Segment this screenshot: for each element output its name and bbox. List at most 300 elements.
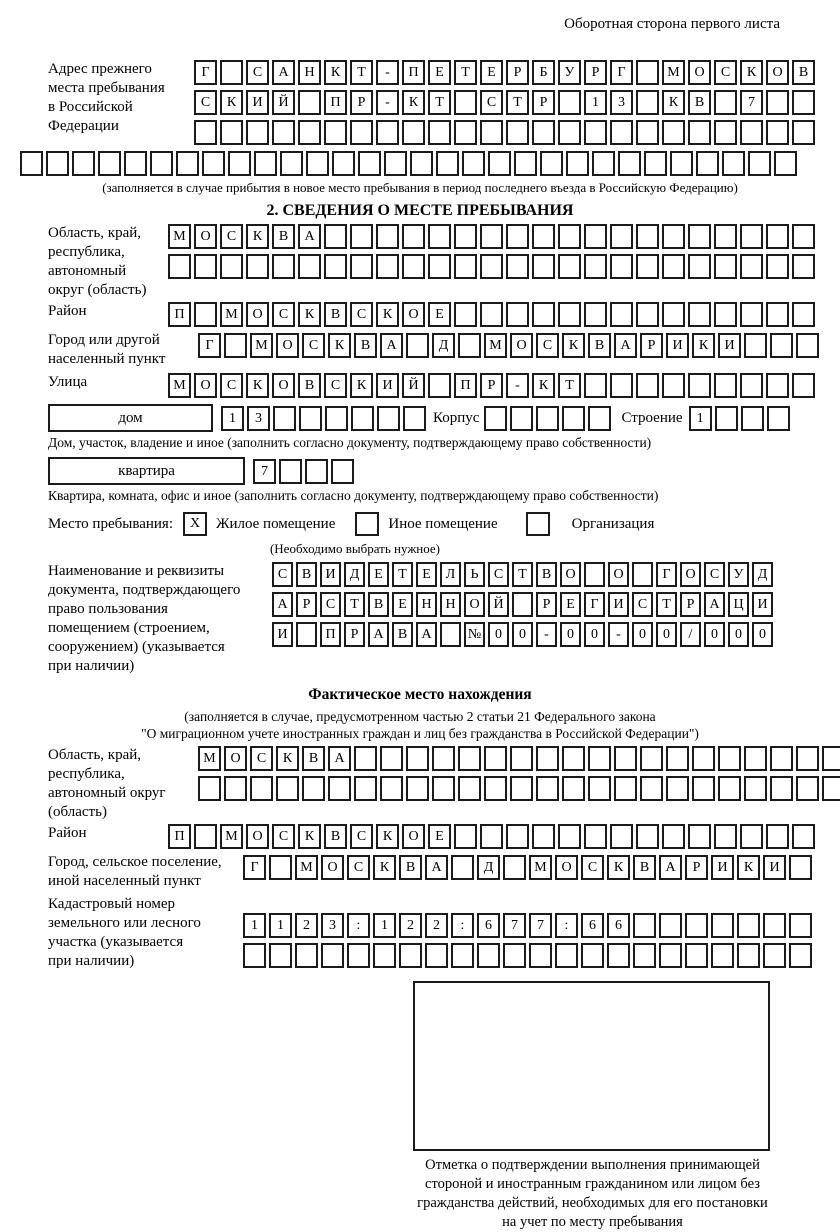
char-box[interactable] [555, 943, 578, 968]
char-box[interactable]: 3 [321, 913, 344, 938]
char-box[interactable] [692, 776, 715, 801]
char-box[interactable]: М [295, 855, 318, 880]
char-box[interactable] [748, 151, 771, 176]
char-box[interactable] [440, 622, 461, 647]
char-box[interactable] [770, 746, 793, 771]
char-box[interactable]: М [662, 60, 685, 85]
char-box[interactable] [298, 254, 321, 279]
char-box[interactable] [454, 824, 477, 849]
char-box[interactable] [610, 254, 633, 279]
char-box[interactable] [510, 406, 533, 431]
char-box[interactable]: : [347, 913, 370, 938]
checkbox-inoe[interactable] [355, 512, 379, 536]
char-box[interactable] [822, 746, 840, 771]
char-box[interactable] [454, 120, 477, 145]
char-box[interactable] [436, 151, 459, 176]
char-box[interactable]: И [711, 855, 734, 880]
char-box[interactable]: К [532, 373, 555, 398]
char-box[interactable] [584, 302, 607, 327]
char-box[interactable]: П [168, 824, 191, 849]
char-box[interactable] [636, 302, 659, 327]
char-box[interactable] [176, 151, 199, 176]
char-box[interactable]: В [588, 333, 611, 358]
char-box[interactable] [98, 151, 121, 176]
char-box[interactable]: С [320, 592, 341, 617]
char-box[interactable]: И [376, 373, 399, 398]
char-box[interactable]: С [272, 562, 293, 587]
char-box[interactable] [399, 943, 422, 968]
char-box[interactable]: В [354, 333, 377, 358]
char-box[interactable] [662, 373, 685, 398]
char-box[interactable] [558, 824, 581, 849]
char-box[interactable]: 2 [425, 913, 448, 938]
char-box[interactable] [610, 302, 633, 327]
char-box[interactable] [428, 254, 451, 279]
char-box[interactable] [789, 943, 812, 968]
char-box[interactable]: С [246, 60, 269, 85]
char-box[interactable] [488, 151, 511, 176]
char-box[interactable] [324, 224, 347, 249]
char-box[interactable]: И [666, 333, 689, 358]
char-box[interactable] [510, 776, 533, 801]
char-box[interactable] [532, 302, 555, 327]
char-box[interactable]: К [328, 333, 351, 358]
char-box[interactable] [477, 943, 500, 968]
char-box[interactable] [558, 224, 581, 249]
char-box[interactable] [269, 855, 292, 880]
char-box[interactable]: К [373, 855, 396, 880]
char-box[interactable] [380, 776, 403, 801]
char-box[interactable] [298, 90, 321, 115]
char-box[interactable] [614, 746, 637, 771]
char-box[interactable] [376, 254, 399, 279]
char-box[interactable] [740, 373, 763, 398]
char-box[interactable] [659, 943, 682, 968]
char-box[interactable]: 0 [704, 622, 725, 647]
char-box[interactable] [328, 776, 351, 801]
char-box[interactable] [666, 746, 689, 771]
char-box[interactable]: 1 [269, 913, 292, 938]
char-box[interactable]: Р [506, 60, 529, 85]
char-box[interactable] [480, 120, 503, 145]
char-box[interactable]: У [728, 562, 749, 587]
char-box[interactable]: К [350, 373, 373, 398]
char-box[interactable] [558, 90, 581, 115]
char-box[interactable] [454, 224, 477, 249]
char-box[interactable]: Р [584, 60, 607, 85]
char-box[interactable]: - [536, 622, 557, 647]
char-box[interactable]: О [464, 592, 485, 617]
char-box[interactable]: О [272, 373, 295, 398]
char-box[interactable] [273, 406, 296, 431]
char-box[interactable]: О [560, 562, 581, 587]
char-box[interactable] [269, 943, 292, 968]
char-box[interactable]: Т [350, 60, 373, 85]
char-box[interactable]: 1 [221, 406, 244, 431]
char-box[interactable]: А [659, 855, 682, 880]
char-box[interactable]: М [168, 224, 191, 249]
char-box[interactable]: 3 [610, 90, 633, 115]
char-box[interactable]: С [480, 90, 503, 115]
char-box[interactable] [380, 746, 403, 771]
char-box[interactable]: Г [610, 60, 633, 85]
char-box[interactable]: С [324, 373, 347, 398]
char-box[interactable]: О [194, 224, 217, 249]
char-box[interactable] [272, 120, 295, 145]
char-box[interactable] [432, 776, 455, 801]
char-box[interactable] [644, 151, 667, 176]
char-box[interactable]: С [194, 90, 217, 115]
char-box[interactable] [246, 254, 269, 279]
char-box[interactable]: К [662, 90, 685, 115]
char-box[interactable]: Д [432, 333, 455, 358]
char-box[interactable]: Г [584, 592, 605, 617]
char-box[interactable] [740, 302, 763, 327]
char-box[interactable]: 6 [581, 913, 604, 938]
char-box[interactable]: И [752, 592, 773, 617]
char-box[interactable] [692, 746, 715, 771]
char-box[interactable] [636, 224, 659, 249]
char-box[interactable] [168, 254, 191, 279]
char-box[interactable] [454, 302, 477, 327]
char-box[interactable]: Н [416, 592, 437, 617]
char-box[interactable]: К [737, 855, 760, 880]
char-box[interactable]: А [272, 60, 295, 85]
char-box[interactable] [770, 333, 793, 358]
char-box[interactable] [737, 943, 760, 968]
char-box[interactable] [632, 562, 653, 587]
char-box[interactable]: : [555, 913, 578, 938]
char-box[interactable] [796, 746, 819, 771]
char-box[interactable] [428, 120, 451, 145]
char-box[interactable]: С [704, 562, 725, 587]
char-box[interactable] [636, 90, 659, 115]
char-box[interactable] [636, 60, 659, 85]
char-box[interactable] [529, 943, 552, 968]
char-box[interactable] [484, 406, 507, 431]
char-box[interactable] [688, 224, 711, 249]
char-box[interactable] [562, 746, 585, 771]
char-box[interactable]: С [347, 855, 370, 880]
char-box[interactable] [506, 120, 529, 145]
char-box[interactable] [636, 824, 659, 849]
char-box[interactable] [763, 943, 786, 968]
char-box[interactable] [532, 254, 555, 279]
char-box[interactable]: М [220, 824, 243, 849]
char-box[interactable]: Г [198, 333, 221, 358]
char-box[interactable]: А [298, 224, 321, 249]
char-box[interactable] [688, 373, 711, 398]
char-box[interactable] [766, 120, 789, 145]
char-box[interactable]: Н [298, 60, 321, 85]
char-box[interactable]: О [402, 302, 425, 327]
char-box[interactable] [714, 824, 737, 849]
char-box[interactable] [662, 120, 685, 145]
char-box[interactable] [514, 151, 537, 176]
char-box[interactable] [458, 333, 481, 358]
char-box[interactable]: К [402, 90, 425, 115]
char-box[interactable] [194, 120, 217, 145]
char-box[interactable]: : [451, 913, 474, 938]
char-box[interactable] [715, 406, 738, 431]
char-box[interactable] [584, 254, 607, 279]
char-box[interactable]: К [376, 824, 399, 849]
char-box[interactable]: В [399, 855, 422, 880]
char-box[interactable] [305, 459, 328, 484]
char-box[interactable]: И [272, 622, 293, 647]
char-box[interactable]: В [688, 90, 711, 115]
char-box[interactable] [321, 943, 344, 968]
char-box[interactable] [306, 151, 329, 176]
char-box[interactable] [506, 824, 529, 849]
char-box[interactable]: Й [488, 592, 509, 617]
char-box[interactable] [276, 776, 299, 801]
char-box[interactable] [633, 913, 656, 938]
char-box[interactable] [46, 151, 69, 176]
char-box[interactable] [503, 855, 526, 880]
char-box[interactable]: Е [368, 562, 389, 587]
char-box[interactable] [454, 90, 477, 115]
char-box[interactable] [640, 776, 663, 801]
char-box[interactable] [428, 224, 451, 249]
char-box[interactable] [402, 254, 425, 279]
char-box[interactable] [228, 151, 251, 176]
char-box[interactable]: П [324, 90, 347, 115]
char-box[interactable]: Ь [464, 562, 485, 587]
char-box[interactable] [358, 151, 381, 176]
char-box[interactable] [377, 406, 400, 431]
char-box[interactable]: Е [560, 592, 581, 617]
char-box[interactable]: Н [440, 592, 461, 617]
char-box[interactable]: Р [296, 592, 317, 617]
char-box[interactable] [410, 151, 433, 176]
char-box[interactable]: 0 [656, 622, 677, 647]
char-box[interactable] [558, 302, 581, 327]
char-box[interactable]: 0 [488, 622, 509, 647]
char-box[interactable]: Т [454, 60, 477, 85]
char-box[interactable]: Д [344, 562, 365, 587]
char-box[interactable]: О [402, 824, 425, 849]
char-box[interactable]: 3 [247, 406, 270, 431]
char-box[interactable] [350, 254, 373, 279]
char-box[interactable] [220, 120, 243, 145]
char-box[interactable] [688, 254, 711, 279]
char-box[interactable]: Й [402, 373, 425, 398]
char-box[interactable]: Е [480, 60, 503, 85]
char-box[interactable] [558, 120, 581, 145]
char-box[interactable] [584, 824, 607, 849]
char-box[interactable] [194, 824, 217, 849]
char-box[interactable] [766, 373, 789, 398]
char-box[interactable] [688, 824, 711, 849]
char-box[interactable]: О [224, 746, 247, 771]
char-box[interactable] [774, 151, 797, 176]
char-box[interactable] [685, 943, 708, 968]
char-box[interactable] [376, 224, 399, 249]
char-box[interactable] [406, 746, 429, 771]
char-box[interactable] [506, 254, 529, 279]
char-box[interactable] [584, 562, 605, 587]
char-box[interactable]: В [324, 824, 347, 849]
char-box[interactable] [766, 90, 789, 115]
char-box[interactable]: А [704, 592, 725, 617]
char-box[interactable] [224, 776, 247, 801]
char-box[interactable] [740, 254, 763, 279]
char-box[interactable]: И [320, 562, 341, 587]
char-box[interactable] [506, 224, 529, 249]
char-box[interactable] [592, 151, 615, 176]
char-box[interactable]: В [272, 224, 295, 249]
char-box[interactable]: С [272, 824, 295, 849]
char-box[interactable] [792, 302, 815, 327]
char-box[interactable] [540, 151, 563, 176]
char-box[interactable]: С [581, 855, 604, 880]
char-box[interactable] [714, 254, 737, 279]
char-box[interactable]: / [680, 622, 701, 647]
char-box[interactable]: В [368, 592, 389, 617]
char-box[interactable] [766, 302, 789, 327]
char-box[interactable] [350, 120, 373, 145]
char-box[interactable] [796, 776, 819, 801]
char-box[interactable]: С [632, 592, 653, 617]
char-box[interactable]: К [246, 224, 269, 249]
char-box[interactable]: О [680, 562, 701, 587]
char-box[interactable] [272, 254, 295, 279]
char-box[interactable]: К [246, 373, 269, 398]
char-box[interactable] [351, 406, 374, 431]
char-box[interactable]: К [607, 855, 630, 880]
char-box[interactable]: В [296, 562, 317, 587]
char-box[interactable]: К [220, 90, 243, 115]
char-box[interactable] [584, 120, 607, 145]
char-box[interactable]: 1 [243, 913, 266, 938]
char-box[interactable]: К [298, 824, 321, 849]
char-box[interactable] [458, 746, 481, 771]
char-box[interactable]: Б [532, 60, 555, 85]
char-box[interactable] [636, 120, 659, 145]
char-box[interactable] [220, 60, 243, 85]
char-box[interactable]: П [454, 373, 477, 398]
char-box[interactable] [451, 943, 474, 968]
char-box[interactable]: М [529, 855, 552, 880]
char-box[interactable] [636, 254, 659, 279]
char-box[interactable] [406, 333, 429, 358]
char-box[interactable] [506, 302, 529, 327]
char-box[interactable] [792, 120, 815, 145]
char-box[interactable]: О [246, 824, 269, 849]
char-box[interactable]: - [376, 60, 399, 85]
char-box[interactable] [714, 90, 737, 115]
char-box[interactable] [766, 254, 789, 279]
char-box[interactable] [454, 254, 477, 279]
char-box[interactable]: С [350, 824, 373, 849]
char-box[interactable] [792, 90, 815, 115]
char-box[interactable] [718, 776, 741, 801]
char-box[interactable] [766, 824, 789, 849]
char-box[interactable]: К [324, 60, 347, 85]
char-box[interactable]: Т [512, 562, 533, 587]
char-box[interactable] [332, 151, 355, 176]
char-box[interactable]: С [272, 302, 295, 327]
char-box[interactable]: П [402, 60, 425, 85]
char-box[interactable]: Р [640, 333, 663, 358]
char-box[interactable] [607, 943, 630, 968]
char-box[interactable]: 1 [373, 913, 396, 938]
char-box[interactable]: А [380, 333, 403, 358]
char-box[interactable]: Г [194, 60, 217, 85]
char-box[interactable] [610, 224, 633, 249]
char-box[interactable]: К [276, 746, 299, 771]
char-box[interactable] [662, 302, 685, 327]
char-box[interactable] [536, 406, 559, 431]
char-box[interactable]: С [536, 333, 559, 358]
char-box[interactable] [406, 776, 429, 801]
char-box[interactable]: Е [392, 592, 413, 617]
char-box[interactable] [403, 406, 426, 431]
char-box[interactable]: 0 [584, 622, 605, 647]
char-box[interactable]: Д [752, 562, 773, 587]
char-box[interactable]: 0 [728, 622, 749, 647]
char-box[interactable]: Ц [728, 592, 749, 617]
char-box[interactable] [792, 254, 815, 279]
char-box[interactable] [512, 592, 533, 617]
char-box[interactable] [480, 824, 503, 849]
char-box[interactable]: Е [428, 824, 451, 849]
char-box[interactable]: - [608, 622, 629, 647]
char-box[interactable] [741, 406, 764, 431]
checkbox-zhiloe[interactable]: X [183, 512, 207, 536]
char-box[interactable]: 2 [399, 913, 422, 938]
char-box[interactable]: О [555, 855, 578, 880]
char-box[interactable] [451, 855, 474, 880]
char-box[interactable]: Е [428, 60, 451, 85]
char-box[interactable]: А [416, 622, 437, 647]
char-box[interactable]: М [220, 302, 243, 327]
char-box[interactable] [610, 824, 633, 849]
char-box[interactable]: 7 [529, 913, 552, 938]
char-box[interactable]: К [562, 333, 585, 358]
char-box[interactable]: С [714, 60, 737, 85]
char-box[interactable] [588, 746, 611, 771]
char-box[interactable] [202, 151, 225, 176]
char-box[interactable] [685, 913, 708, 938]
char-box[interactable]: К [376, 302, 399, 327]
char-box[interactable] [792, 224, 815, 249]
char-box[interactable] [324, 120, 347, 145]
char-box[interactable] [376, 120, 399, 145]
char-box[interactable]: - [506, 373, 529, 398]
char-box[interactable]: Г [656, 562, 677, 587]
char-box[interactable] [722, 151, 745, 176]
char-box[interactable] [296, 622, 317, 647]
char-box[interactable]: Й [272, 90, 295, 115]
char-box[interactable] [744, 333, 767, 358]
char-box[interactable]: К [740, 60, 763, 85]
char-box[interactable] [740, 120, 763, 145]
char-box[interactable]: Р [680, 592, 701, 617]
char-box[interactable] [480, 302, 503, 327]
char-box[interactable]: А [368, 622, 389, 647]
char-box[interactable] [224, 333, 247, 358]
char-box[interactable] [198, 776, 221, 801]
char-box[interactable]: С [220, 224, 243, 249]
char-box[interactable] [428, 373, 451, 398]
char-box[interactable] [610, 120, 633, 145]
char-box[interactable] [662, 254, 685, 279]
char-box[interactable] [822, 776, 840, 801]
char-box[interactable]: В [392, 622, 413, 647]
char-box[interactable]: О [510, 333, 533, 358]
